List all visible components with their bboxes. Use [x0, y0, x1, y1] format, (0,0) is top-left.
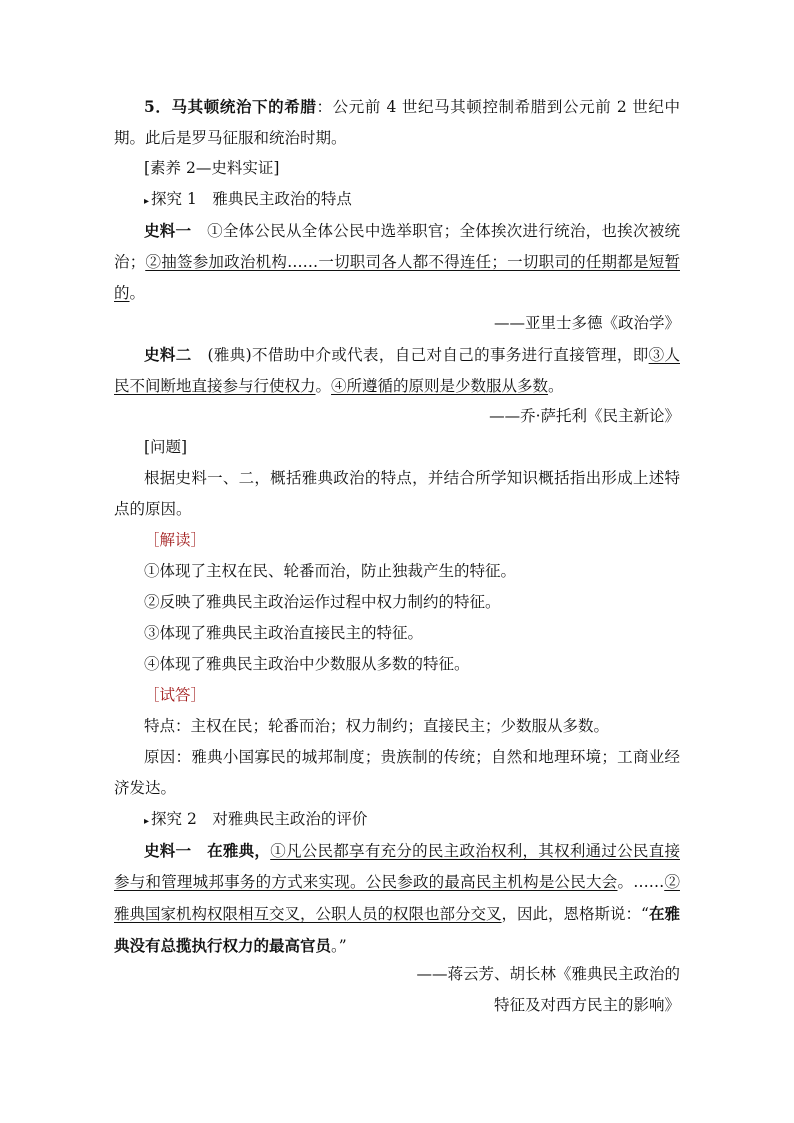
- interpret-label: ［解读］: [144, 531, 207, 549]
- item-5-paragraph: [114, 91, 680, 154]
- explore-2-citation-line-1: ——蒋云芳、胡长林《雅典民主政治的: [416, 965, 680, 983]
- explore-2-source-1-text-c: 。……: [617, 873, 665, 891]
- source-2-separator: 。: [315, 377, 332, 395]
- explore-2-source-1-text-e: ，因此，恩格斯说：“: [501, 905, 649, 923]
- explore-2-source-1: [114, 835, 680, 962]
- answer-label: ［试答］: [144, 686, 207, 704]
- source-2-end: 。: [548, 377, 564, 395]
- item-5-label: 5．马其顿统治下的希腊: [144, 97, 317, 116]
- explore-1-source-1: [114, 215, 680, 309]
- explore-2-source-1-underlined-1: ①凡公民都享有充分的民主政治权利，其权利通过公民直接参与和管理城邦事务的方式来实现。公民参政的最高民主机构是公民大会: [114, 842, 680, 891]
- question-text: 根据史料一、二，概括雅典政治的特点，并结合所学知识概括指出形成上述特点的原因。: [114, 469, 680, 518]
- explore-1-source-1-citation: ——亚里士多德《政治学》: [493, 314, 680, 332]
- explore-2-source-1-underlined-2: ②雅典国家机构权限相互交叉，公职人员的权限也部分交叉: [114, 873, 680, 923]
- item-5-text: ：公元前 4 世纪马其顿控制希腊到公元前 2 世纪中期。此后是罗马征服和统治时期。: [114, 98, 680, 147]
- interpret-item-2: ②反映了雅典民主政治运作过程中权力制约的特征。: [144, 593, 501, 611]
- source-2-text-underlined-1: ③人民不间断地直接参与行使权力: [114, 346, 680, 395]
- source-2-text-underlined-2: ④所遵循的原则是少数服从多数: [331, 377, 549, 395]
- explore-2-source-1-text-a: 在雅典，: [191, 841, 271, 860]
- source-1-label: 史料一: [144, 221, 192, 240]
- interpret-item-4: ④体现了雅典民主政治中少数服从多数的特征。: [144, 655, 470, 673]
- explore-2-source-1-text-g: 。”: [331, 937, 347, 955]
- source-2-text-a: (雅典)不借助中介或代表，自己对自己的事务进行直接管理，即: [191, 346, 649, 364]
- answer-features: 特点：主权在民；轮番而治；权力制约；直接民主；少数服从多数。: [144, 717, 610, 735]
- source-1-text-underlined: ②抽签参加政治机构……一切职司各人都不得连任；一切职司的任期都是短暂的: [114, 253, 680, 302]
- interpret-item-1: ①体现了主权在民、轮番而治，防止独裁产生的特征。: [144, 562, 517, 580]
- interpret-item-3: ③体现了雅典民主政治直接民主的特征。: [144, 624, 424, 642]
- explore-1-title: 探究 1 雅典民主政治的特点: [151, 190, 352, 208]
- triangle-marker-icon: ▸: [144, 196, 150, 207]
- explore-1-heading: [144, 184, 710, 217]
- triangle-marker-icon: ▸: [144, 816, 150, 827]
- section-heading: [素养 2—史料实证]: [144, 159, 280, 177]
- source-1-text-a: ①全体公民从全体公民中选举职官；全体挨次进行统治，也挨次被统治；: [114, 222, 680, 271]
- explore-2-heading: [144, 804, 710, 837]
- explore-2-title: 探究 2 对雅典民主政治的评价: [151, 810, 368, 828]
- explore-1-source-2: [114, 339, 680, 402]
- answer-reasons: 原因：雅典小国寡民的城邦制度；贵族制的传统；自然和地理环境；工商业经济发达。: [114, 748, 680, 797]
- explore-1-source-2-citation: ——乔·萨托利《民主新论》: [489, 407, 680, 425]
- explore-2-citation-line-2: 特征及对西方民主的影响》: [493, 996, 680, 1014]
- explore-2-source-1-quote: 在雅典没有总揽执行权力的最高官员: [114, 904, 680, 955]
- explore-2-source-1-label: 史料一: [144, 841, 192, 860]
- source-1-end: 。: [129, 284, 146, 302]
- source-2-label: 史料二: [144, 345, 192, 364]
- question-label: [问题]: [144, 438, 188, 456]
